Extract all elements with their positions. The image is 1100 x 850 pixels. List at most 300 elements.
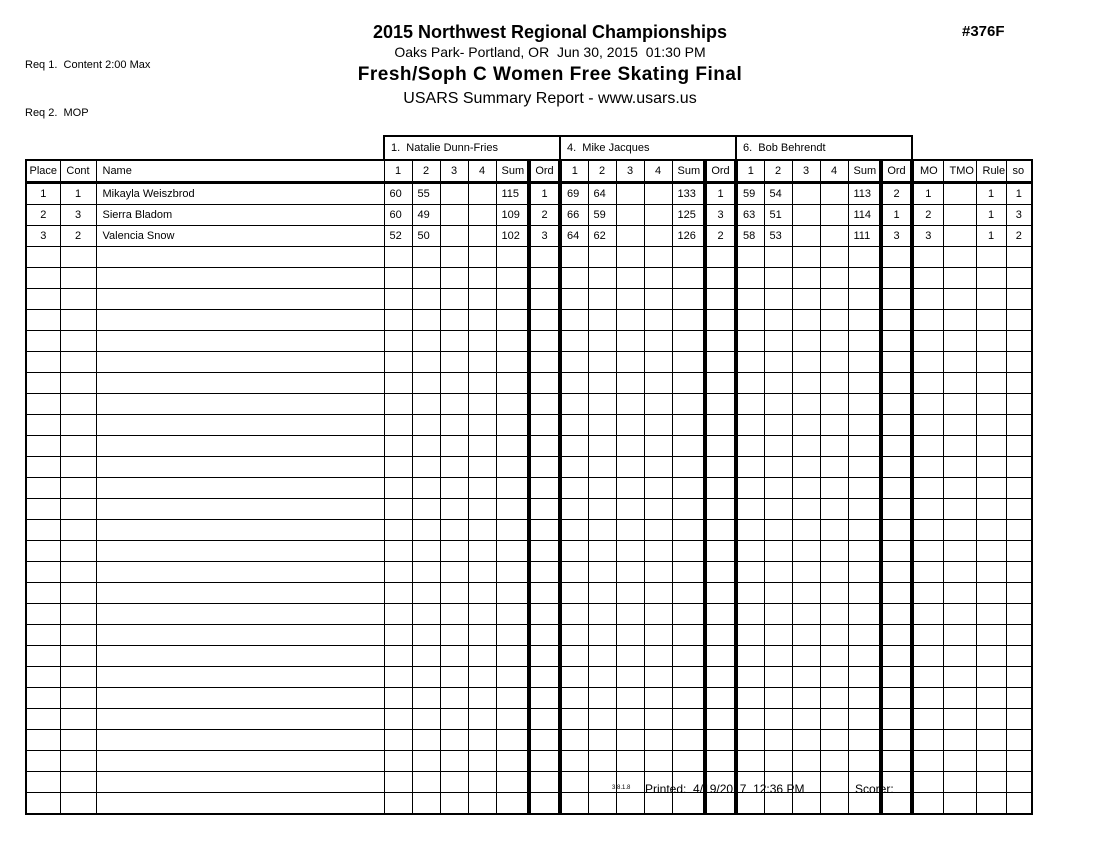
empty-cell: [881, 373, 912, 394]
empty-cell: [616, 667, 644, 688]
empty-cell: [848, 310, 881, 331]
empty-cell: [943, 310, 976, 331]
empty-cell: [440, 331, 468, 352]
empty-cell: [440, 310, 468, 331]
empty-cell: [60, 730, 96, 751]
empty-cell: [672, 646, 705, 667]
empty-cell: [792, 625, 820, 646]
tmo-cell: [943, 226, 976, 247]
empty-cell: [672, 373, 705, 394]
empty-cell: [588, 583, 616, 604]
empty-cell: [943, 562, 976, 583]
name-cell: Valencia Snow: [96, 226, 384, 247]
empty-cell: [792, 499, 820, 520]
empty-cell: [764, 331, 792, 352]
empty-cell: [412, 436, 440, 457]
empty-cell: [1006, 289, 1032, 310]
empty-row: [26, 268, 1032, 289]
empty-cell: [644, 541, 672, 562]
empty-row: [26, 541, 1032, 562]
empty-cell: [976, 268, 1006, 289]
empty-cell: [560, 457, 588, 478]
printed-timestamp: Printed: 4/19/2017 12:36 PM: [645, 782, 805, 796]
empty-cell: [496, 625, 529, 646]
empty-cell: [1006, 730, 1032, 751]
header-j1-4: 4: [468, 160, 496, 183]
empty-cell: [560, 268, 588, 289]
empty-cell: [705, 541, 736, 562]
empty-row: [26, 709, 1032, 730]
empty-cell: [60, 541, 96, 562]
empty-cell: [736, 310, 764, 331]
empty-cell: [60, 289, 96, 310]
empty-cell: [672, 268, 705, 289]
empty-cell: [588, 625, 616, 646]
empty-cell: [736, 478, 764, 499]
empty-cell: [529, 625, 560, 646]
empty-cell: [736, 247, 764, 268]
empty-cell: [672, 688, 705, 709]
empty-cell: [468, 730, 496, 751]
empty-cell: [588, 520, 616, 541]
empty-cell: [1006, 247, 1032, 268]
empty-cell: [644, 583, 672, 604]
empty-cell: [736, 646, 764, 667]
empty-cell: [943, 352, 976, 373]
empty-cell: [529, 268, 560, 289]
empty-cell: [496, 646, 529, 667]
score-4-cell: [820, 205, 848, 226]
empty-cell: [468, 646, 496, 667]
results-table: [25, 135, 1033, 815]
event-number: #376F: [962, 23, 1005, 40]
empty-cell: [705, 646, 736, 667]
empty-cell: [560, 373, 588, 394]
championship-title: 2015 Northwest Regional Championships: [372, 22, 728, 42]
empty-cell: [764, 604, 792, 625]
header-j3-1: 1: [736, 160, 764, 183]
place-cell: 3: [26, 226, 60, 247]
mo-cell: 1: [912, 183, 943, 205]
empty-cell: [412, 352, 440, 373]
empty-cell: [976, 583, 1006, 604]
empty-cell: [912, 436, 943, 457]
empty-cell: [848, 709, 881, 730]
empty-cell: [644, 478, 672, 499]
empty-cell: [976, 352, 1006, 373]
empty-cell: [496, 709, 529, 730]
empty-cell: [560, 247, 588, 268]
empty-cell: [644, 247, 672, 268]
empty-cell: [820, 247, 848, 268]
empty-cell: [496, 688, 529, 709]
empty-cell: [912, 583, 943, 604]
empty-cell: [560, 709, 588, 730]
empty-cell: [848, 415, 881, 436]
empty-cell: [412, 457, 440, 478]
empty-cell: [848, 289, 881, 310]
header-j1-3: 3: [440, 160, 468, 183]
empty-cell: [440, 457, 468, 478]
empty-cell: [412, 646, 440, 667]
empty-row: [26, 457, 1032, 478]
empty-cell: [820, 289, 848, 310]
header-tmo: TMO: [943, 160, 976, 183]
empty-cell: [468, 541, 496, 562]
empty-cell: [412, 289, 440, 310]
empty-cell: [384, 667, 412, 688]
empty-cell: [644, 352, 672, 373]
empty-cell: [820, 436, 848, 457]
empty-cell: [705, 604, 736, 625]
cont-cell: 1: [60, 183, 96, 205]
empty-cell: [588, 436, 616, 457]
empty-cell: [943, 289, 976, 310]
empty-cell: [912, 730, 943, 751]
empty-cell: [384, 583, 412, 604]
empty-cell: [736, 415, 764, 436]
empty-cell: [976, 478, 1006, 499]
empty-cell: [792, 709, 820, 730]
empty-cell: [384, 394, 412, 415]
empty-cell: [588, 478, 616, 499]
empty-cell: [588, 268, 616, 289]
empty-cell: [792, 415, 820, 436]
empty-cell: [943, 394, 976, 415]
empty-cell: [496, 667, 529, 688]
empty-cell: [764, 709, 792, 730]
empty-cell: [912, 562, 943, 583]
empty-cell: [616, 478, 644, 499]
score-4-cell: [644, 226, 672, 247]
empty-cell: [496, 310, 529, 331]
empty-cell: [468, 688, 496, 709]
empty-cell: [881, 520, 912, 541]
empty-cell: [881, 625, 912, 646]
header-cont: Cont: [60, 160, 96, 183]
so-cell: 1: [1006, 183, 1032, 205]
empty-cell: [588, 310, 616, 331]
empty-row: [26, 583, 1032, 604]
empty-cell: [736, 604, 764, 625]
empty-cell: [705, 457, 736, 478]
empty-cell: [60, 520, 96, 541]
empty-cell: [644, 751, 672, 772]
empty-cell: [705, 520, 736, 541]
empty-cell: [529, 562, 560, 583]
empty-cell: [412, 541, 440, 562]
empty-cell: [26, 415, 60, 436]
empty-cell: [26, 604, 60, 625]
empty-cell: [60, 583, 96, 604]
event-title: Fresh/Soph C Women Free Skating Final: [357, 64, 743, 85]
header-j2-ord: Ord: [705, 160, 736, 183]
judge-row-spacer-right: [912, 136, 1032, 160]
empty-cell: [705, 415, 736, 436]
empty-cell: [672, 562, 705, 583]
empty-cell: [848, 352, 881, 373]
header-rule: Rule: [976, 160, 1006, 183]
empty-cell: [529, 667, 560, 688]
empty-row: [26, 646, 1032, 667]
empty-cell: [26, 310, 60, 331]
empty-cell: [96, 625, 384, 646]
empty-cell: [588, 499, 616, 520]
empty-row: [26, 499, 1032, 520]
empty-cell: [943, 730, 976, 751]
empty-cell: [820, 331, 848, 352]
score-4-cell: [468, 205, 496, 226]
empty-row: [26, 289, 1032, 310]
header-mo: MO: [912, 160, 943, 183]
empty-cell: [60, 436, 96, 457]
empty-cell: [1006, 709, 1032, 730]
sum-cell: 115: [496, 183, 529, 205]
empty-cell: [468, 583, 496, 604]
score-4-cell: [820, 226, 848, 247]
empty-cell: [820, 478, 848, 499]
empty-cell: [644, 310, 672, 331]
empty-cell: [672, 709, 705, 730]
empty-cell: [440, 478, 468, 499]
empty-cell: [943, 709, 976, 730]
score-4-cell: [644, 205, 672, 226]
empty-cell: [496, 457, 529, 478]
empty-cell: [496, 751, 529, 772]
empty-cell: [912, 499, 943, 520]
empty-cell: [705, 730, 736, 751]
empty-cell: [820, 583, 848, 604]
empty-cell: [943, 247, 976, 268]
empty-cell: [764, 667, 792, 688]
empty-cell: [764, 415, 792, 436]
empty-cell: [644, 625, 672, 646]
empty-cell: [440, 499, 468, 520]
empty-cell: [60, 415, 96, 436]
empty-cell: [1006, 478, 1032, 499]
empty-cell: [60, 667, 96, 688]
empty-cell: [848, 667, 881, 688]
empty-cell: [644, 730, 672, 751]
empty-cell: [384, 646, 412, 667]
empty-cell: [440, 415, 468, 436]
empty-cell: [26, 478, 60, 499]
empty-cell: [412, 709, 440, 730]
empty-cell: [881, 331, 912, 352]
empty-cell: [384, 373, 412, 394]
empty-cell: [468, 478, 496, 499]
empty-cell: [412, 583, 440, 604]
sum-cell: 109: [496, 205, 529, 226]
empty-cell: [792, 646, 820, 667]
empty-cell: [848, 520, 881, 541]
empty-cell: [96, 520, 384, 541]
empty-cell: [644, 415, 672, 436]
score-3-cell: [440, 205, 468, 226]
empty-cell: [912, 247, 943, 268]
empty-cell: [496, 394, 529, 415]
score-3-cell: [792, 226, 820, 247]
empty-cell: [529, 289, 560, 310]
empty-cell: [384, 331, 412, 352]
empty-cell: [412, 499, 440, 520]
empty-cell: [616, 310, 644, 331]
empty-row: [26, 520, 1032, 541]
score-1-cell: 66: [560, 205, 588, 226]
sum-cell: 133: [672, 183, 705, 205]
empty-cell: [792, 289, 820, 310]
empty-cell: [384, 457, 412, 478]
empty-cell: [529, 457, 560, 478]
empty-cell: [943, 478, 976, 499]
empty-cell: [912, 331, 943, 352]
sum-cell: 126: [672, 226, 705, 247]
empty-cell: [529, 394, 560, 415]
empty-cell: [820, 667, 848, 688]
empty-cell: [764, 646, 792, 667]
empty-cell: [644, 289, 672, 310]
empty-cell: [560, 310, 588, 331]
empty-cell: [820, 709, 848, 730]
empty-cell: [764, 373, 792, 394]
empty-cell: [384, 352, 412, 373]
header-j2-2: 2: [588, 160, 616, 183]
empty-cell: [672, 625, 705, 646]
empty-cell: [529, 436, 560, 457]
empty-cell: [792, 751, 820, 772]
so-cell: 3: [1006, 205, 1032, 226]
empty-cell: [384, 436, 412, 457]
empty-cell: [644, 709, 672, 730]
empty-cell: [96, 688, 384, 709]
empty-cell: [764, 520, 792, 541]
venue-date-line: Oaks Park- Portland, OR Jun 30, 2015 01:30 PM: [394, 44, 706, 60]
empty-cell: [560, 751, 588, 772]
judge-3-name: 6. Bob Behrendt: [736, 136, 912, 160]
score-1-cell: 60: [384, 183, 412, 205]
empty-cell: [736, 289, 764, 310]
empty-cell: [881, 604, 912, 625]
empty-cell: [976, 457, 1006, 478]
empty-cell: [560, 352, 588, 373]
empty-cell: [736, 709, 764, 730]
empty-cell: [848, 436, 881, 457]
empty-cell: [496, 541, 529, 562]
empty-cell: [588, 709, 616, 730]
empty-row: [26, 373, 1032, 394]
empty-cell: [440, 646, 468, 667]
empty-cell: [912, 478, 943, 499]
empty-cell: [976, 625, 1006, 646]
empty-cell: [96, 604, 384, 625]
empty-cell: [1006, 667, 1032, 688]
empty-cell: [60, 499, 96, 520]
empty-cell: [26, 247, 60, 268]
empty-cell: [848, 688, 881, 709]
empty-cell: [943, 646, 976, 667]
empty-cell: [412, 415, 440, 436]
empty-cell: [529, 499, 560, 520]
empty-cell: [496, 730, 529, 751]
empty-cell: [26, 688, 60, 709]
header-name: Name: [96, 160, 384, 183]
empty-cell: [644, 499, 672, 520]
empty-cell: [96, 667, 384, 688]
empty-cell: [1006, 331, 1032, 352]
empty-cell: [26, 730, 60, 751]
empty-cell: [560, 625, 588, 646]
empty-cell: [384, 289, 412, 310]
empty-cell: [912, 289, 943, 310]
empty-cell: [705, 667, 736, 688]
rule-cell: 1: [976, 183, 1006, 205]
empty-cell: [820, 646, 848, 667]
empty-cell: [672, 247, 705, 268]
empty-cell: [560, 604, 588, 625]
empty-cell: [672, 289, 705, 310]
empty-cell: [736, 541, 764, 562]
empty-cell: [529, 478, 560, 499]
empty-cell: [616, 457, 644, 478]
empty-cell: [976, 310, 1006, 331]
empty-row: [26, 604, 1032, 625]
empty-cell: [96, 541, 384, 562]
empty-cell: [736, 352, 764, 373]
empty-cell: [764, 394, 792, 415]
empty-cell: [26, 457, 60, 478]
empty-cell: [881, 499, 912, 520]
score-1-cell: 59: [736, 183, 764, 205]
empty-cell: [764, 751, 792, 772]
header-so: so: [1006, 160, 1032, 183]
empty-cell: [792, 730, 820, 751]
empty-cell: [848, 457, 881, 478]
scorer-label: Scorer:: [855, 782, 894, 796]
empty-cell: [705, 583, 736, 604]
score-4-cell: [644, 183, 672, 205]
empty-cell: [588, 352, 616, 373]
empty-cell: [616, 499, 644, 520]
mo-cell: 3: [912, 226, 943, 247]
empty-cell: [644, 331, 672, 352]
empty-cell: [764, 310, 792, 331]
empty-cell: [881, 352, 912, 373]
empty-row: [26, 625, 1032, 646]
empty-cell: [976, 373, 1006, 394]
empty-cell: [736, 625, 764, 646]
empty-cell: [881, 268, 912, 289]
ord-cell: 3: [529, 226, 560, 247]
empty-cell: [529, 646, 560, 667]
empty-cell: [1006, 625, 1032, 646]
sum-cell: 113: [848, 183, 881, 205]
empty-cell: [26, 709, 60, 730]
empty-cell: [384, 604, 412, 625]
empty-cell: [976, 730, 1006, 751]
empty-cell: [468, 667, 496, 688]
empty-cell: [912, 373, 943, 394]
empty-cell: [440, 247, 468, 268]
empty-cell: [26, 289, 60, 310]
empty-cell: [560, 499, 588, 520]
header-j3-3: 3: [792, 160, 820, 183]
empty-cell: [26, 499, 60, 520]
tmo-cell: [943, 205, 976, 226]
empty-cell: [672, 604, 705, 625]
name-cell: Sierra Bladom: [96, 205, 384, 226]
empty-cell: [468, 709, 496, 730]
empty-cell: [672, 520, 705, 541]
